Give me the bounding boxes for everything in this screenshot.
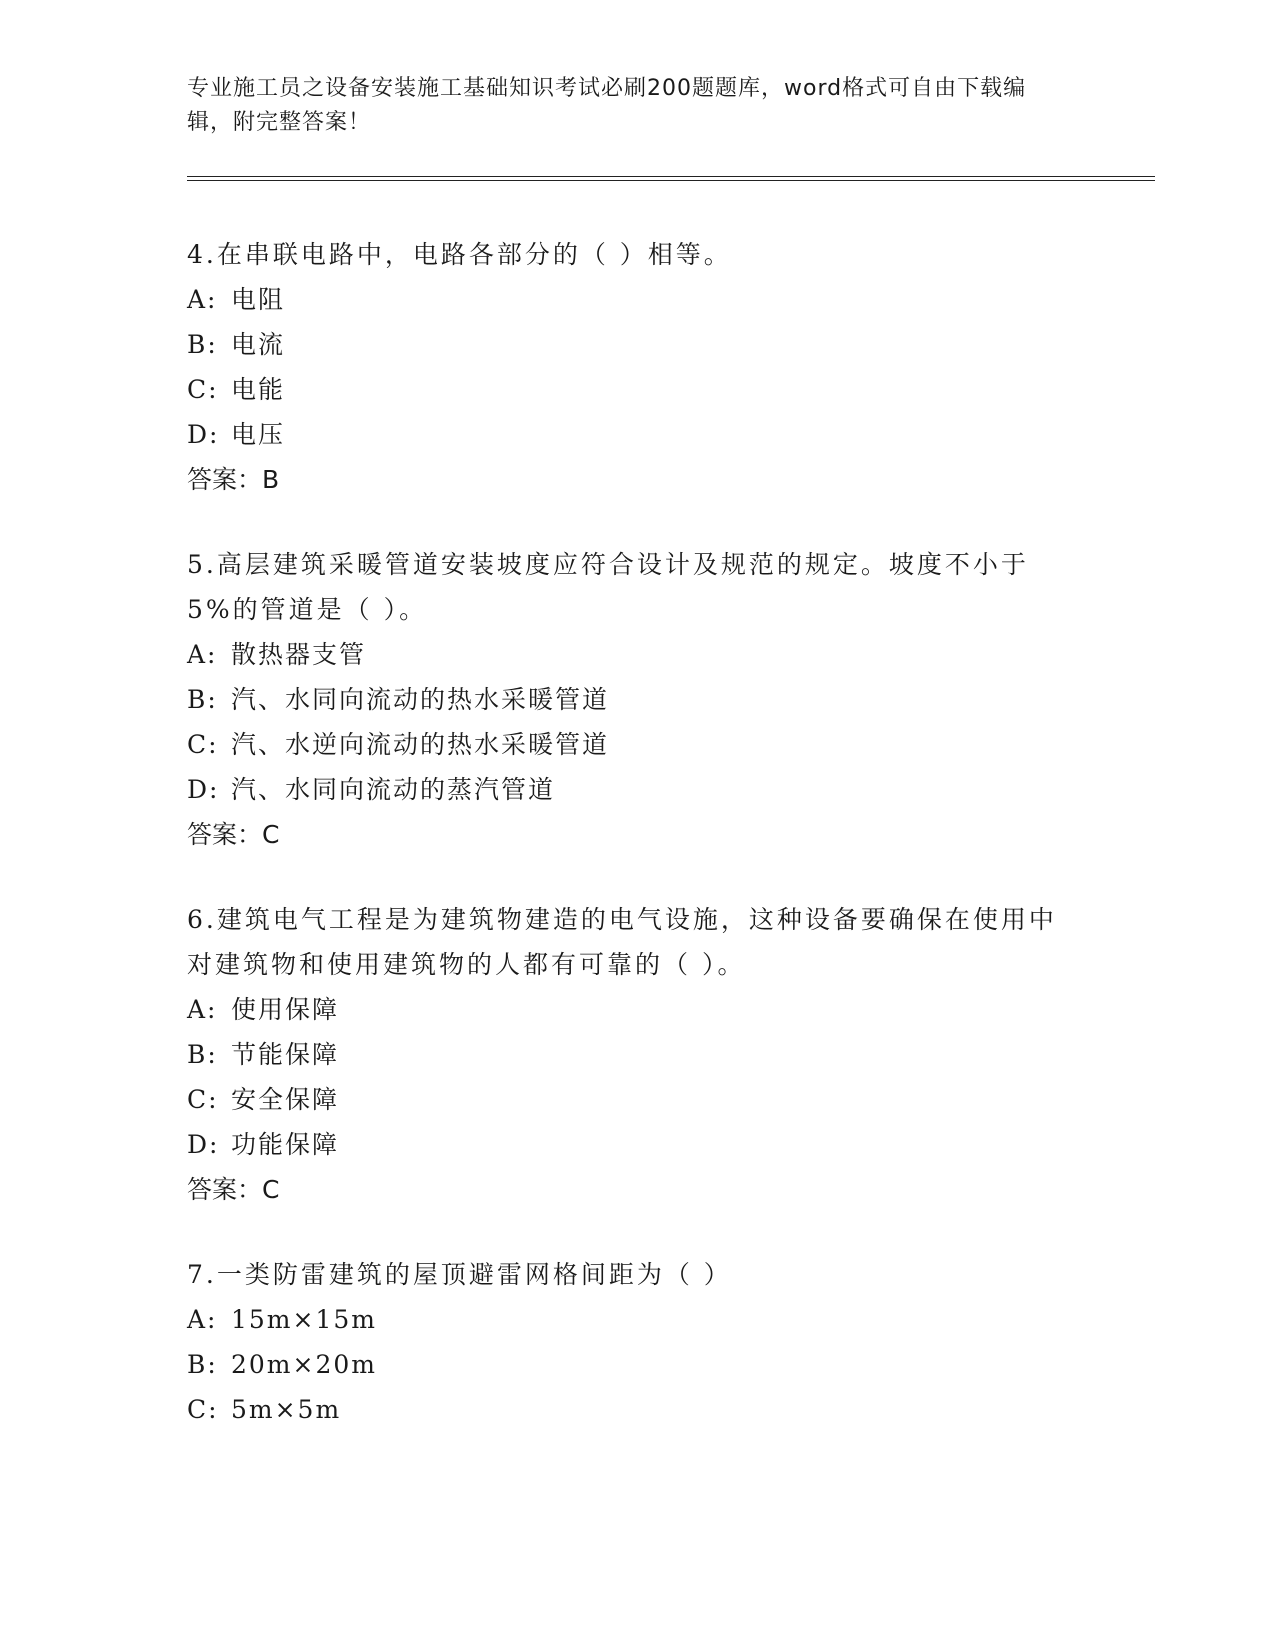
- option-a: [187, 277, 1067, 322]
- option-text: 汽、水同向流动的热水采暖管道: [231, 685, 610, 714]
- option-d: [187, 412, 1067, 457]
- option-letter: C:: [187, 1085, 219, 1114]
- option-letter: C:: [187, 375, 219, 404]
- option-letter: C:: [187, 730, 219, 759]
- question-stem: 5.高层建筑采暖管道安装坡度应符合设计及规范的规定。坡度不小于5%的管道是（ ）。: [187, 550, 1029, 624]
- option-letter: A:: [187, 1305, 218, 1334]
- option-letter: B:: [187, 1040, 218, 1069]
- option-text: 15m×15m: [231, 1305, 377, 1334]
- option-letter: B:: [187, 685, 218, 714]
- option-letter: B:: [187, 1350, 218, 1379]
- option-b: [187, 677, 1067, 722]
- answer-line: 答案：C: [187, 820, 280, 849]
- option-text: 电阻: [231, 285, 286, 314]
- option-c: [187, 722, 1067, 767]
- header-divider: [187, 176, 1155, 181]
- option-c: [187, 1077, 1067, 1122]
- answer-line: 答案：C: [187, 1175, 280, 1204]
- question-5: [187, 542, 1067, 857]
- option-text: 功能保障: [231, 1130, 340, 1159]
- option-text: 安全保障: [231, 1085, 340, 1114]
- option-text: 电压: [231, 420, 286, 449]
- option-b: [187, 322, 1067, 367]
- option-text: 20m×20m: [231, 1350, 377, 1379]
- option-letter: D:: [187, 1130, 220, 1159]
- answer-line: 答案：B: [187, 465, 280, 494]
- option-b: [187, 1342, 1067, 1387]
- option-a: [187, 987, 1067, 1032]
- option-letter: A:: [187, 640, 218, 669]
- option-letter: C:: [187, 1395, 219, 1424]
- option-c: [187, 367, 1067, 412]
- question-7: [187, 1252, 1067, 1432]
- option-text: 使用保障: [231, 995, 340, 1024]
- option-letter: B:: [187, 330, 218, 359]
- option-text: 散热器支管: [231, 640, 367, 669]
- question-4: [187, 232, 1067, 502]
- page-header-title: 专业施工员之设备安装施工基础知识考试必刷200题题库，word格式可自由下载编辑，附完整答案！: [187, 76, 1027, 135]
- option-text: 电能: [231, 375, 286, 404]
- question-stem: 4.在串联电路中，电路各部分的（ ）相等。: [187, 240, 732, 269]
- question-stem: 6.建筑电气工程是为建筑物建造的电气设施，这种设备要确保在使用中对建筑物和使用建筑物的人都有可靠的（ ）。: [187, 905, 1057, 979]
- option-text: 汽、水同向流动的蒸汽管道: [231, 775, 556, 804]
- option-text: 节能保障: [231, 1040, 340, 1069]
- question-stem: 7.一类防雷建筑的屋顶避雷网格间距为（ ）: [187, 1260, 732, 1289]
- option-d: [187, 1122, 1067, 1167]
- option-c: [187, 1387, 1067, 1432]
- option-a: [187, 632, 1067, 677]
- option-a: [187, 1297, 1067, 1342]
- option-letter: A:: [187, 995, 218, 1024]
- option-b: [187, 1032, 1067, 1077]
- question-list: [187, 232, 1067, 1472]
- option-text: 汽、水逆向流动的热水采暖管道: [231, 730, 610, 759]
- option-text: 电流: [231, 330, 286, 359]
- option-letter: D:: [187, 420, 220, 449]
- option-letter: A:: [187, 285, 218, 314]
- option-d: [187, 767, 1067, 812]
- question-6: [187, 897, 1067, 1212]
- option-text: 5m×5m: [231, 1395, 342, 1424]
- option-letter: D:: [187, 775, 220, 804]
